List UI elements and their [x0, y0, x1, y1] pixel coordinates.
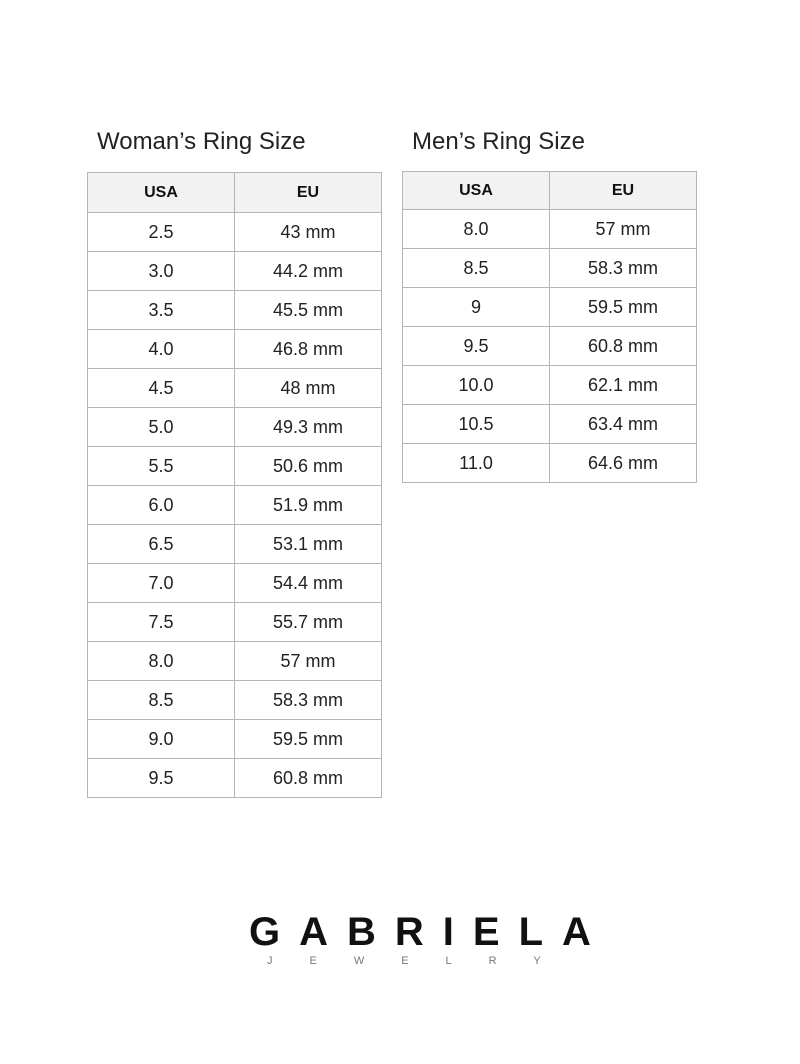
eu-size-cell: 51.9 mm [235, 486, 382, 525]
table-row [88, 525, 382, 564]
men-size-table [402, 171, 697, 483]
usa-size-cell: 6.0 [88, 486, 235, 525]
eu-size-cell: 50.6 mm [235, 447, 382, 486]
eu-size-cell: 43 mm [235, 213, 382, 252]
usa-size-cell: 9.5 [403, 327, 550, 366]
usa-size-cell: 11.0 [403, 444, 550, 483]
eu-size-cell: 59.5 mm [550, 288, 697, 327]
usa-size-cell: 8.0 [88, 642, 235, 681]
table-row [88, 369, 382, 408]
table-row [88, 564, 382, 603]
header-eu: EU [550, 172, 697, 210]
brand-logo: GABRIELA [249, 910, 610, 954]
eu-size-cell: 55.7 mm [235, 603, 382, 642]
table-row [88, 681, 382, 720]
table-row [88, 252, 382, 291]
table-row [88, 330, 382, 369]
table-row [403, 288, 697, 327]
table-row [88, 213, 382, 252]
usa-size-cell: 10.5 [403, 405, 550, 444]
header-eu: EU [235, 173, 382, 213]
usa-size-cell: 5.0 [88, 408, 235, 447]
eu-size-cell: 54.4 mm [235, 564, 382, 603]
header-usa: USA [403, 172, 550, 210]
table-row [403, 444, 697, 483]
eu-size-cell: 48 mm [235, 369, 382, 408]
header-usa: USA [88, 173, 235, 213]
usa-size-cell: 7.0 [88, 564, 235, 603]
eu-size-cell: 59.5 mm [235, 720, 382, 759]
eu-size-cell: 44.2 mm [235, 252, 382, 291]
table-row [88, 759, 382, 798]
usa-size-cell: 8.5 [403, 249, 550, 288]
eu-size-cell: 58.3 mm [550, 249, 697, 288]
table-row [403, 327, 697, 366]
eu-size-cell: 57 mm [550, 210, 697, 249]
men-title: Men’s Ring Size [412, 128, 585, 155]
women-size-table [87, 172, 382, 798]
usa-size-cell: 8.0 [403, 210, 550, 249]
eu-size-cell: 64.6 mm [550, 444, 697, 483]
women-title: Woman’s Ring Size [97, 128, 306, 155]
usa-size-cell: 2.5 [88, 213, 235, 252]
table-row [88, 720, 382, 759]
table-row [403, 210, 697, 249]
usa-size-cell: 10.0 [403, 366, 550, 405]
table-row [88, 408, 382, 447]
table-row [88, 642, 382, 681]
usa-size-cell: 3.5 [88, 291, 235, 330]
usa-size-cell: 4.0 [88, 330, 235, 369]
eu-size-cell: 63.4 mm [550, 405, 697, 444]
eu-size-cell: 57 mm [235, 642, 382, 681]
eu-size-cell: 62.1 mm [550, 366, 697, 405]
table-row [88, 486, 382, 525]
usa-size-cell: 7.5 [88, 603, 235, 642]
table-row [88, 291, 382, 330]
usa-size-cell: 3.0 [88, 252, 235, 291]
usa-size-cell: 4.5 [88, 369, 235, 408]
usa-size-cell: 9.5 [88, 759, 235, 798]
table-row [403, 249, 697, 288]
table-row [403, 366, 697, 405]
usa-size-cell: 9 [403, 288, 550, 327]
usa-size-cell: 8.5 [88, 681, 235, 720]
eu-size-cell: 49.3 mm [235, 408, 382, 447]
eu-size-cell: 53.1 mm [235, 525, 382, 564]
usa-size-cell: 9.0 [88, 720, 235, 759]
eu-size-cell: 45.5 mm [235, 291, 382, 330]
table-row [88, 603, 382, 642]
brand-subtitle: JEWELRY [267, 955, 578, 967]
table-row [88, 447, 382, 486]
usa-size-cell: 5.5 [88, 447, 235, 486]
eu-size-cell: 58.3 mm [235, 681, 382, 720]
eu-size-cell: 60.8 mm [550, 327, 697, 366]
usa-size-cell: 6.5 [88, 525, 235, 564]
eu-size-cell: 46.8 mm [235, 330, 382, 369]
eu-size-cell: 60.8 mm [235, 759, 382, 798]
table-row [403, 405, 697, 444]
